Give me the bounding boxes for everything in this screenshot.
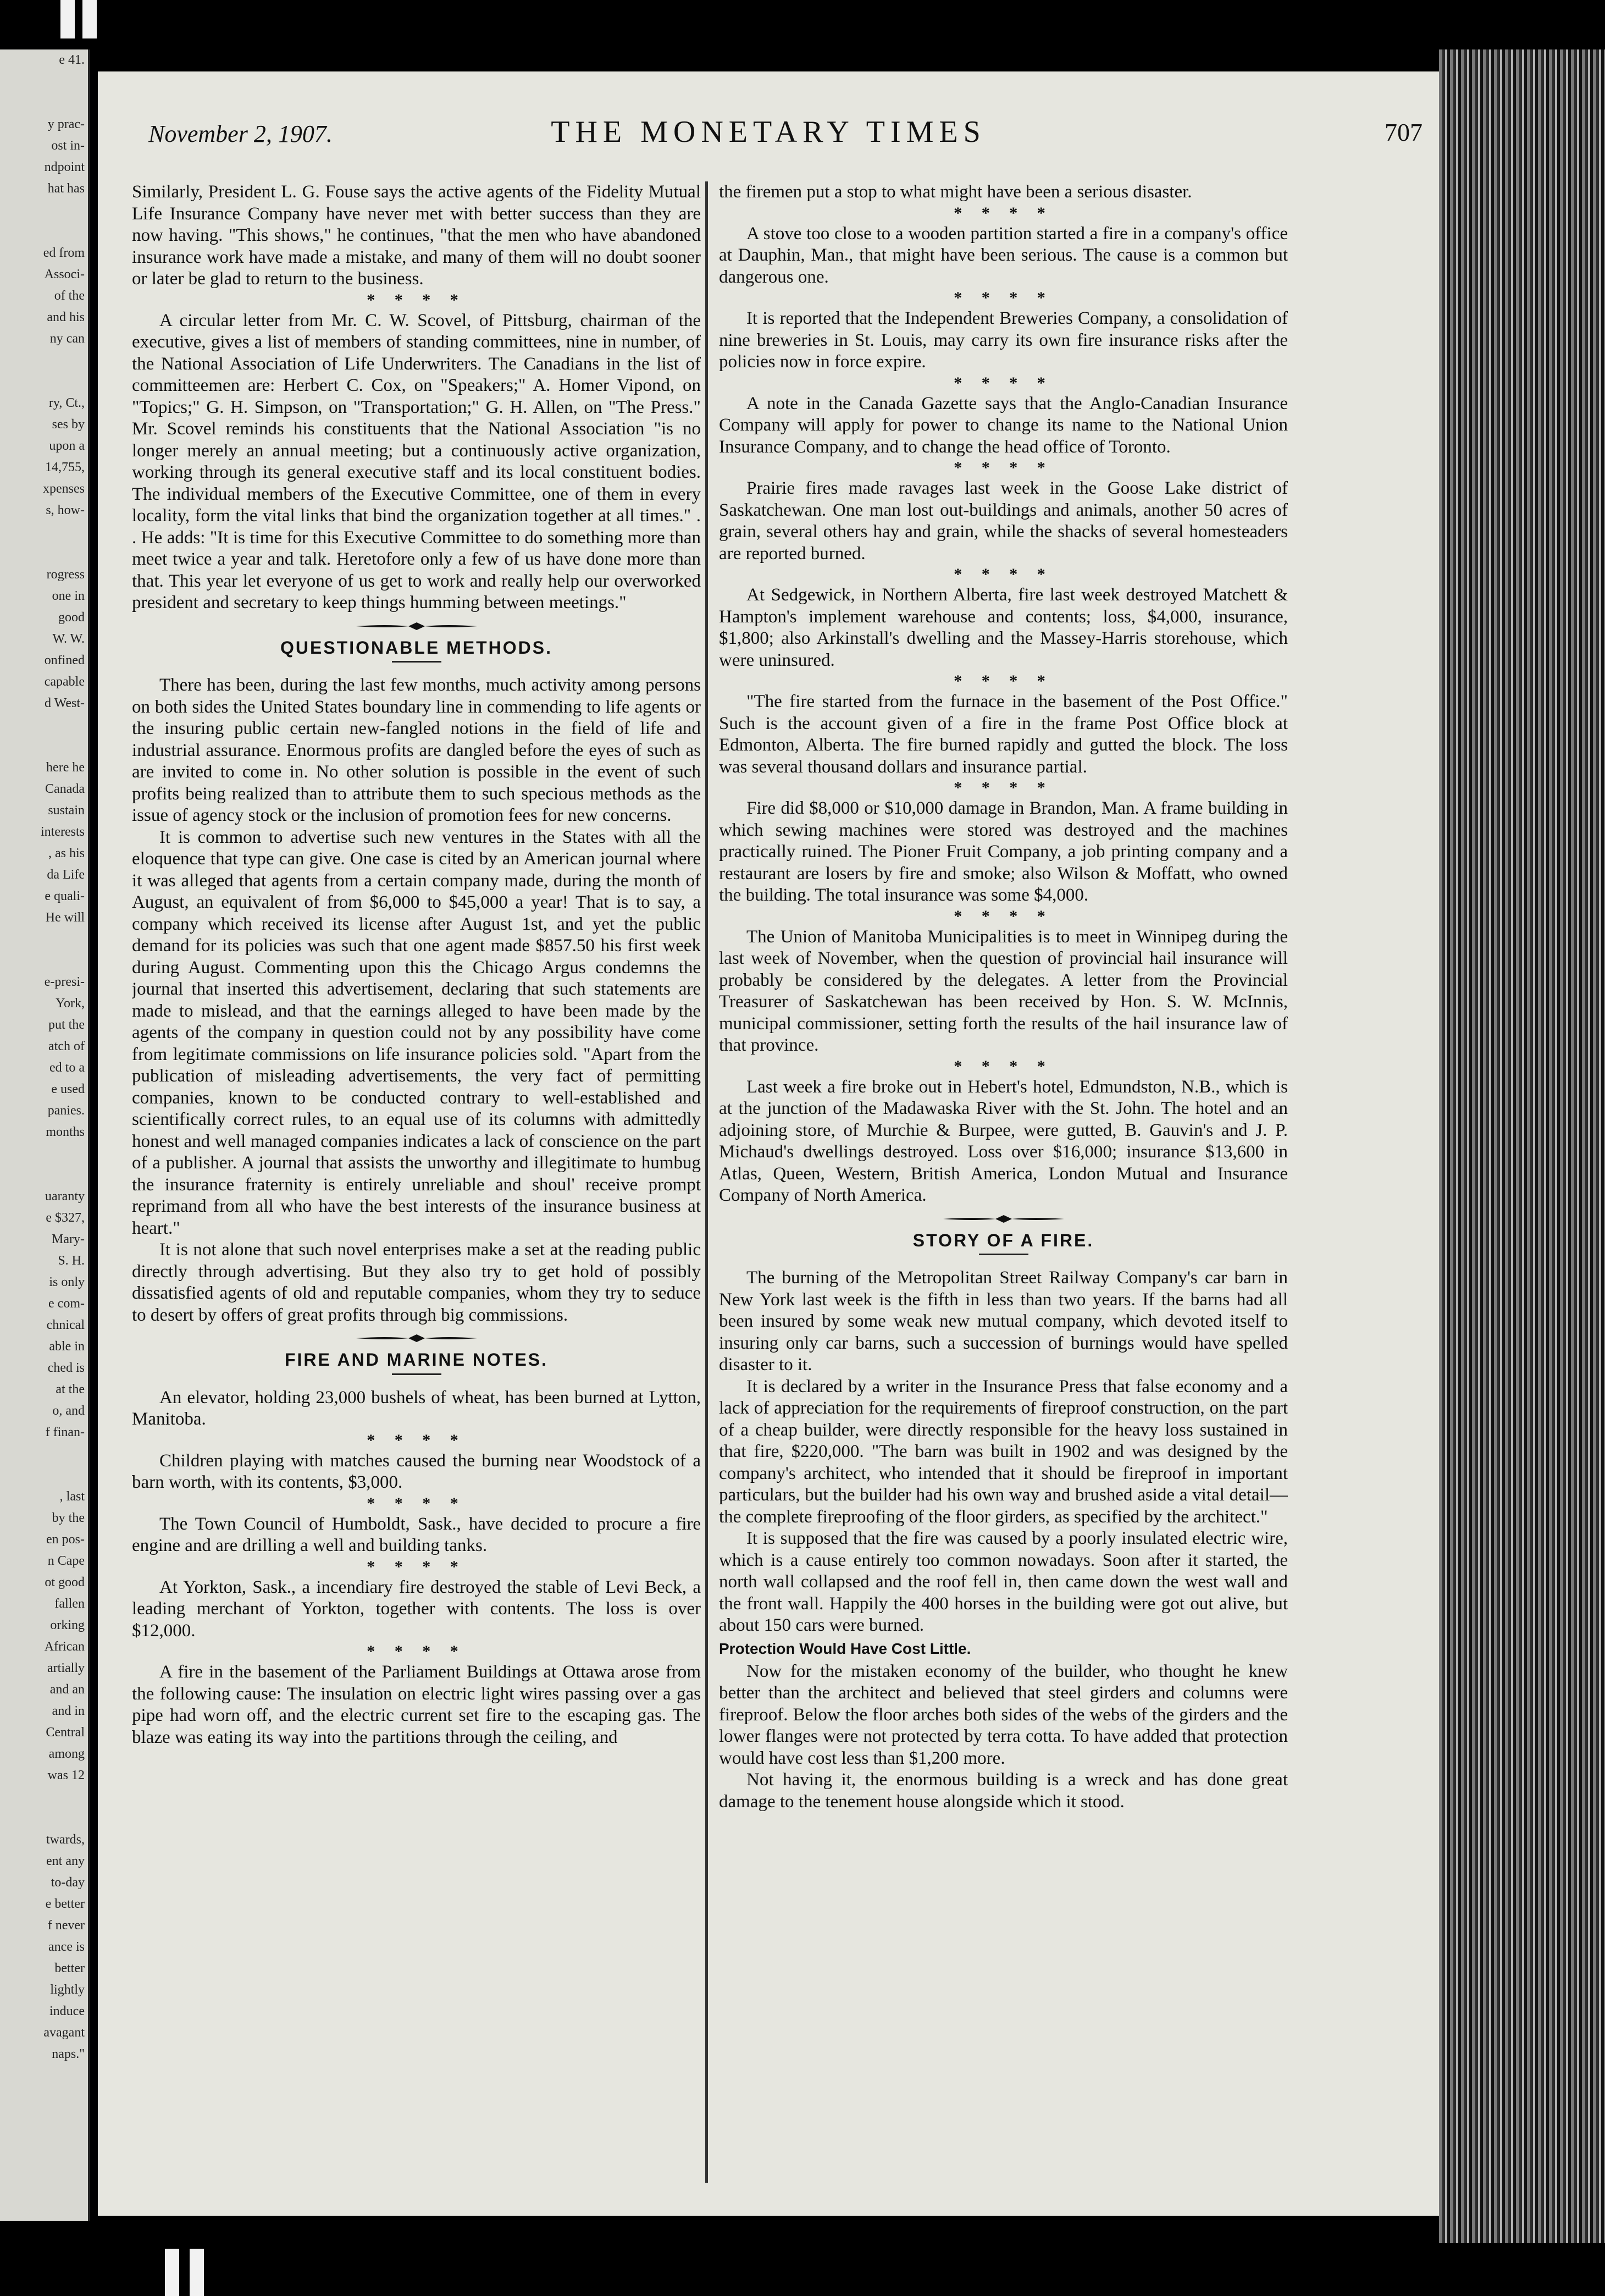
previous-page-line: e-presi- (44, 975, 85, 989)
previous-page-line (0, 929, 88, 950)
article-paragraph: A circular letter from Mr. C. W. Scovel, of Pittsburg, chairman of the executive, gives a list of members of standing committees, nine in number, of the National Association of Life Underwriters. The Canadians in the list of committeemen are: Herbert C. Cox, on "Speakers;" A. Homer Vipond, on "Topics;" G. H. Simpson, on "Transportation;" G. H. Allen, on "The Press." Mr. Scovel reminds his constituents that the National Association "is no longer merely an annual meeting; but a continuously active organization, working through its general executive staff and its local constituent bodies. The individual members of the Executive Committee, one of them in every locality, form the vital links that bind the organization together at all times." . . He adds: "It is time for this Executive Committee to do something more than meet twice a year and talk. Heretofore only a few of us have done more than that. This year let everyone of us get to work and really help our overworked president and secretary to keep things humming between meetings." (132, 310, 701, 612)
previous-page-line: ed from (43, 246, 85, 260)
previous-page-line: interests (41, 825, 85, 839)
column-rule (705, 181, 708, 2183)
previous-page-line: at the (56, 1382, 85, 1397)
right-column (719, 181, 1288, 2216)
previous-page-edge (0, 49, 90, 2221)
previous-page-line: atch of (48, 1039, 85, 1053)
previous-page-line: upon a (49, 439, 85, 453)
section-heading-block (132, 1349, 701, 1375)
star-separator: * * * * (367, 1431, 466, 1449)
section-heading: STORY OF A FIRE. (912, 1230, 1094, 1250)
previous-page-line (0, 1164, 88, 1186)
previous-page-line: uaranty (45, 1189, 85, 1204)
page-number: 707 (1385, 118, 1423, 146)
issue-date: November 2, 1907. (148, 120, 333, 147)
previous-page-line: Mary- (52, 1232, 85, 1246)
previous-page-line (0, 714, 88, 736)
heading-underline (979, 1254, 1028, 1255)
article-paragraph: the firemen put a stop to what might have been a serious disaster. (719, 182, 1192, 202)
previous-page-line: , as his (48, 846, 85, 860)
previous-page-line: , last (59, 1489, 85, 1504)
previous-page-line (0, 736, 88, 757)
section-ornament-icon (943, 1213, 1064, 1224)
previous-page-line: e better (45, 1897, 85, 1911)
star-separator: * * * * (954, 779, 1053, 797)
previous-page-line: ost in- (51, 139, 85, 153)
article-paragraph: Prairie fires made ravages last week in the Goose Lake district of Saskatchewan. One man lost out-buildings and animals, another 50 acres of grain, several others hay and grain, while the shacks of several homesteaders are reported burned. (719, 478, 1288, 564)
previous-page-line: da Life (47, 868, 85, 882)
newspaper-page (98, 71, 1439, 2216)
previous-page-line: good (58, 610, 85, 625)
previous-page-line: able in (49, 1339, 85, 1354)
star-separator: * * * * (954, 373, 1053, 392)
previous-page-line: and his (47, 310, 85, 324)
previous-page-line: artially (47, 1661, 85, 1675)
previous-page-line: put the (48, 1018, 85, 1032)
article-paragraph: Fire did $8,000 or $10,000 damage in Brandon, Man. A frame building in which sewing machines were stored was destroyed and the machines practically ruined. The Pioner Fruit Company, a job printing company and a restaurant are losers by fire and smoke; also Wilson & Moffatt, who owned the building. The total insurance was some $4,000. (719, 798, 1288, 905)
article-paragraph: At Yorkton, Sask., a incendiary fire destroyed the stable of Levi Beck, a leading merchant of Yorkton, together with contents. The loss is over $12,000. (132, 1577, 701, 1641)
previous-page-line (0, 1143, 88, 1164)
star-separator: * * * * (367, 1494, 466, 1513)
previous-page-line: to-day (51, 1875, 85, 1890)
previous-page-line: ed to a (49, 1061, 85, 1075)
film-mark-top-right (82, 0, 97, 38)
star-separator: * * * * (954, 459, 1053, 477)
previous-page-line: and in (52, 1704, 85, 1718)
previous-page-line: S. H. (58, 1254, 85, 1268)
film-mark-bottom-left (165, 2249, 179, 2296)
previous-page-line (0, 543, 88, 564)
previous-page-line: York, (56, 996, 85, 1011)
previous-page-line: onfined (44, 653, 85, 667)
previous-page-line: was 12 (47, 1768, 85, 1782)
article-paragraph: A stove too close to a wooden partition started a fire in a company's office at Dauphin, Man., that might have been serious. The cause is a common but dangerous one. (719, 223, 1288, 287)
subheading: Protection Would Have Cost Little. (719, 1640, 971, 1657)
previous-page-line: d West- (45, 696, 85, 710)
heading-underline (392, 661, 441, 663)
film-mark-bottom-right (190, 2249, 204, 2296)
previous-page-line: capable (44, 675, 85, 689)
previous-page-line: e com- (48, 1296, 85, 1311)
star-separator: * * * * (367, 1642, 466, 1660)
article-paragraph: A fire in the basement of the Parliament Buildings at Ottawa arose from the following cause: The insulation on electric light wires passing over a gas pipe had worn off, and the electric current set fire to the escaping gas. The blaze was eating its way into the partitions through the ceiling, and (132, 1662, 701, 1747)
previous-page-line: of the (54, 289, 85, 303)
previous-page-line: ry, Ct., (48, 396, 85, 410)
film-mark-top-left (60, 0, 75, 38)
previous-page-line: Canada (45, 782, 85, 796)
article-paragraph: The Union of Manitoba Municipalities is to meet in Winnipeg during the last week of November, when the question of provincial hail insurance will probably be considered by the delegates. A letter from the Provincial Treasurer of Saskatchewan has been received by Hon. S. W. McInnis, municipal commissioner, setting forth the results of the hail insurance law of that province. (719, 926, 1288, 1055)
star-separator: * * * * (954, 907, 1053, 925)
previous-page-line: panies. (47, 1103, 85, 1118)
previous-page-line: induce (49, 2004, 85, 2018)
previous-page-line: ent any (46, 1854, 85, 1868)
left-column (132, 181, 701, 2216)
star-separator: * * * * (954, 203, 1053, 222)
article-paragraph: It is common to advertise such new ventures in the States with all the eloquence that type can give. One case is cited by an American journal where it was alleged that agents from a certain company made, during the month of August, an equivalent of from $6,000 to $45,000 a year! That is to say, a company which received its license after August 1st, and yet the public demand for its policies was such that one agent made $857.50 his first week during August. Commenting upon this the Chicago Argus condemns the journal that inserted this advertisement, declaring that such statements are made to mislead, and that the earnings alleged to have been made by the agents of the company in question could not by any possibility have come from legitimate commissions on life insurance policies sold. "Apart from the publication of misleading advertisements, the very fact of permitting companies, known to be conducted contrary to well-established and scientifically correct rules, to an equal use of its columns with admittedly honest and well managed companies indicates a lack of conscience on the part of a publisher. A journal that assists the unworthy and illegitimate to humbug the insurance fraternity is entirely unreliable and shoul' receive prompt reprimand from all who have the best interests of the insurance business at heart." (132, 827, 701, 1238)
previous-page-line: orking (50, 1618, 85, 1632)
previous-page-line: one in (52, 589, 85, 603)
previous-page-line: 14,755, (45, 460, 85, 474)
previous-page-line (0, 221, 88, 242)
article-paragraph: It is reported that the Independent Breweries Company, a consolidation of nine breweries in St. Louis, may carry its own fire insurance risks after the policies now in force expire. (719, 308, 1288, 372)
previous-page-line: hat has (47, 181, 85, 196)
previous-page-line: ot good (45, 1575, 85, 1589)
section-heading: QUESTIONABLE METHODS. (280, 637, 552, 658)
previous-page-line: fallen (54, 1597, 85, 1611)
previous-page-line: African (44, 1640, 85, 1654)
previous-page-line: s, how- (46, 503, 85, 517)
article-paragraph: The Town Council of Humboldt, Sask., have decided to procure a fire engine and are drilling a well and building tanks. (132, 1514, 701, 1555)
book-page-edges (1439, 49, 1605, 2243)
article-paragraph: An elevator, holding 23,000 bushels of wheat, has been burned at Lytton, Manitoba. (132, 1387, 701, 1429)
previous-page-line: f finan- (45, 1425, 85, 1439)
article-paragraph: The burning of the Metropolitan Street Railway Company's car barn in New York last week is the fifth in less than two years. If the barns had all been insured by some weak new mutual company, which devoted itself to insuring only car barns, such a succession of burnings would have spelled disaster to it. (719, 1268, 1288, 1375)
star-separator: * * * * (367, 1557, 466, 1576)
previous-page-line: rogress (46, 567, 85, 582)
previous-page-line (0, 92, 88, 114)
section-heading-block (719, 1230, 1288, 1256)
page-header (98, 110, 1439, 159)
previous-page-line (0, 371, 88, 393)
article-paragraph: "The fire started from the furnace in the basement of the Post Office." Such is the account given of a fire in the frame Post Office block at Edmonton, Alberta. The fire burned rapidly and gutted the block. The loss was several thousand dollars and insurance partial. (719, 692, 1288, 777)
previous-page-line (0, 350, 88, 371)
previous-page-line: here he (46, 760, 85, 775)
previous-page-line: Central (46, 1725, 85, 1740)
previous-page-line: W. W. (52, 632, 85, 646)
article-paragraph: It is not alone that such novel enterprises make a set at the reading public directly through advertising. But they also try to get hold of possibly dissatisfied agents of old and reputable companies, whom they try to seduce to desert by offers of great profits through big commissions. (132, 1240, 701, 1325)
star-separator: * * * * (954, 289, 1053, 307)
previous-page-line: by the (52, 1511, 85, 1525)
previous-page-line: ched is (47, 1361, 85, 1375)
previous-page-line (0, 1443, 88, 1465)
previous-page-line: naps." (52, 2047, 85, 2061)
previous-page-line: He will (45, 910, 85, 925)
previous-page-line: o, and (52, 1404, 85, 1418)
section-heading-block (132, 637, 701, 663)
previous-page-line: among (48, 1747, 85, 1761)
article-paragraph: Now for the mistaken economy of the builder, who thought he knew better than the architect and believed that steel girders and columns were fireproof. Below the floor arches both sides of the webs of the girders and the lower flanges were not protected by terra cotta. To have added that protection would have cost less than $1,200 more. (719, 1661, 1288, 1768)
previous-page-line: e $327, (46, 1211, 85, 1225)
previous-page-line (0, 950, 88, 972)
previous-page-line: lightly (50, 1983, 85, 1997)
article-paragraph: It is declared by a writer in the Insurance Press that false economy and a lack of appreciation for the requirements of fireproof construction, on the part of a cheap builder, were directly responsible for the heavy loss sustained in that fire, $220,000. "The barn was built in 1902 and was designed by the company's architect, who intended that it should be fireproof in important particulars, but the builder had his own way and brushed aside a vital detail—the complete fireproofing of the floor girders, as specified by the architect." (719, 1376, 1288, 1527)
previous-page-line: e quali- (45, 889, 85, 903)
previous-page-line: avagant (43, 2025, 85, 2040)
previous-page-line (0, 1465, 88, 1486)
heading-underline (392, 1373, 441, 1375)
article-paragraph: Not having it, the enormous building is a wreck and has done great damage to the tenement house alongside which it stood. (719, 1770, 1288, 1812)
previous-page-line: ance is (48, 1940, 85, 1954)
previous-page-line: y prac- (47, 117, 85, 131)
previous-page-line: is only (49, 1275, 85, 1289)
article-paragraph: There has been, during the last few months, much activity among persons on both sides the United States boundary line in commending to life agents or the insuring public certain new-fangled notions in the field of life and industrial assurance. Enormous profits are dangled before the eyes of such as are invited to come in. No other solution is possible in the event of such profits being realized than to attribute them to such specious methods as the issue of agency stock or the inclusion of promotion fees for new concerns. (132, 675, 701, 825)
star-separator: * * * * (954, 672, 1053, 690)
article-paragraph: It is supposed that the fire was caused by a poorly insulated electric wire, which is a cause entirely too common nowadays. Soon after it started, the north wall collapsed and the roof fell in, then came down the west wall and the front wall. Happily the 400 horses in the building were got out alive, but about 150 cars were burned. (719, 1528, 1288, 1635)
previous-page-line (0, 1808, 88, 1829)
star-separator: * * * * (367, 290, 466, 309)
previous-page-line: ses by (52, 417, 85, 432)
previous-page-line: months (46, 1125, 85, 1139)
previous-page-line: ny can (49, 332, 85, 346)
previous-page-line: xpenses (43, 482, 85, 496)
article-paragraph: A note in the Canada Gazette says that the Anglo-Canadian Insurance Company will apply for power to change its name to the National Union Insurance Company, and to change the head office of Toronto. (719, 393, 1288, 457)
previous-page-line: Associ- (44, 267, 85, 282)
star-separator: * * * * (954, 565, 1053, 583)
masthead-title: THE MONETARY TIMES (551, 115, 986, 149)
previous-page-line: en pos- (46, 1532, 85, 1547)
previous-page-line: e 41. (59, 53, 85, 67)
section-ornament-icon (356, 1333, 477, 1344)
previous-page-line: n Cape (47, 1554, 85, 1568)
previous-page-line (0, 521, 88, 543)
previous-page-line: sustain (48, 803, 85, 818)
previous-page-line: f never (47, 1918, 85, 1933)
previous-page-line: and an (49, 1682, 85, 1697)
section-ornament-icon (356, 621, 477, 632)
article-paragraph: At Sedgewick, in Northern Alberta, fire last week destroyed Matchett & Hampton's implement warehouse and contents; loss, $4,000, insurance, $1,800; also Arkinstall's dwelling and the Massey-Harris storehouse, which were uninsured. (719, 585, 1288, 670)
previous-page-line (0, 1786, 88, 1808)
previous-page-line: twards, (46, 1833, 85, 1847)
previous-page-line (0, 200, 88, 221)
section-heading: FIRE AND MARINE NOTES. (284, 1350, 549, 1370)
previous-page-line (0, 71, 88, 92)
previous-page-line: chnical (46, 1318, 85, 1332)
previous-page-line: better (54, 1961, 85, 1975)
article-paragraph: Children playing with matches caused the burning near Woodstock of a barn worth, with its contents, $3,000. (132, 1450, 701, 1492)
previous-page-line: ndpoint (44, 160, 85, 174)
previous-page-line: e used (51, 1082, 85, 1096)
article-paragraph: Last week a fire broke out in Hebert's hotel, Edmundston, N.B., which is at the junction of the Madawaska River with the St. John. The hotel and an adjoining store, of Murchie & Burpee, were gutted, B. Gauvin's and J. P. Michaud's dwellings destroyed. Loss over $16,000; insurance $13,600 in Atlas, Queen, Western, British America, London Mutual and Insurance Company of North America. (719, 1077, 1288, 1205)
star-separator: * * * * (954, 1057, 1053, 1075)
article-paragraph: Similarly, President L. G. Fouse says the active agents of the Fidelity Mutual Life Insurance Company have never met with better success than they are now having. "This shows," he continues, "that the men who have abandoned insurance work have made a mistake, and many of them will no doubt sooner or later be glad to return to the business. (132, 182, 701, 289)
